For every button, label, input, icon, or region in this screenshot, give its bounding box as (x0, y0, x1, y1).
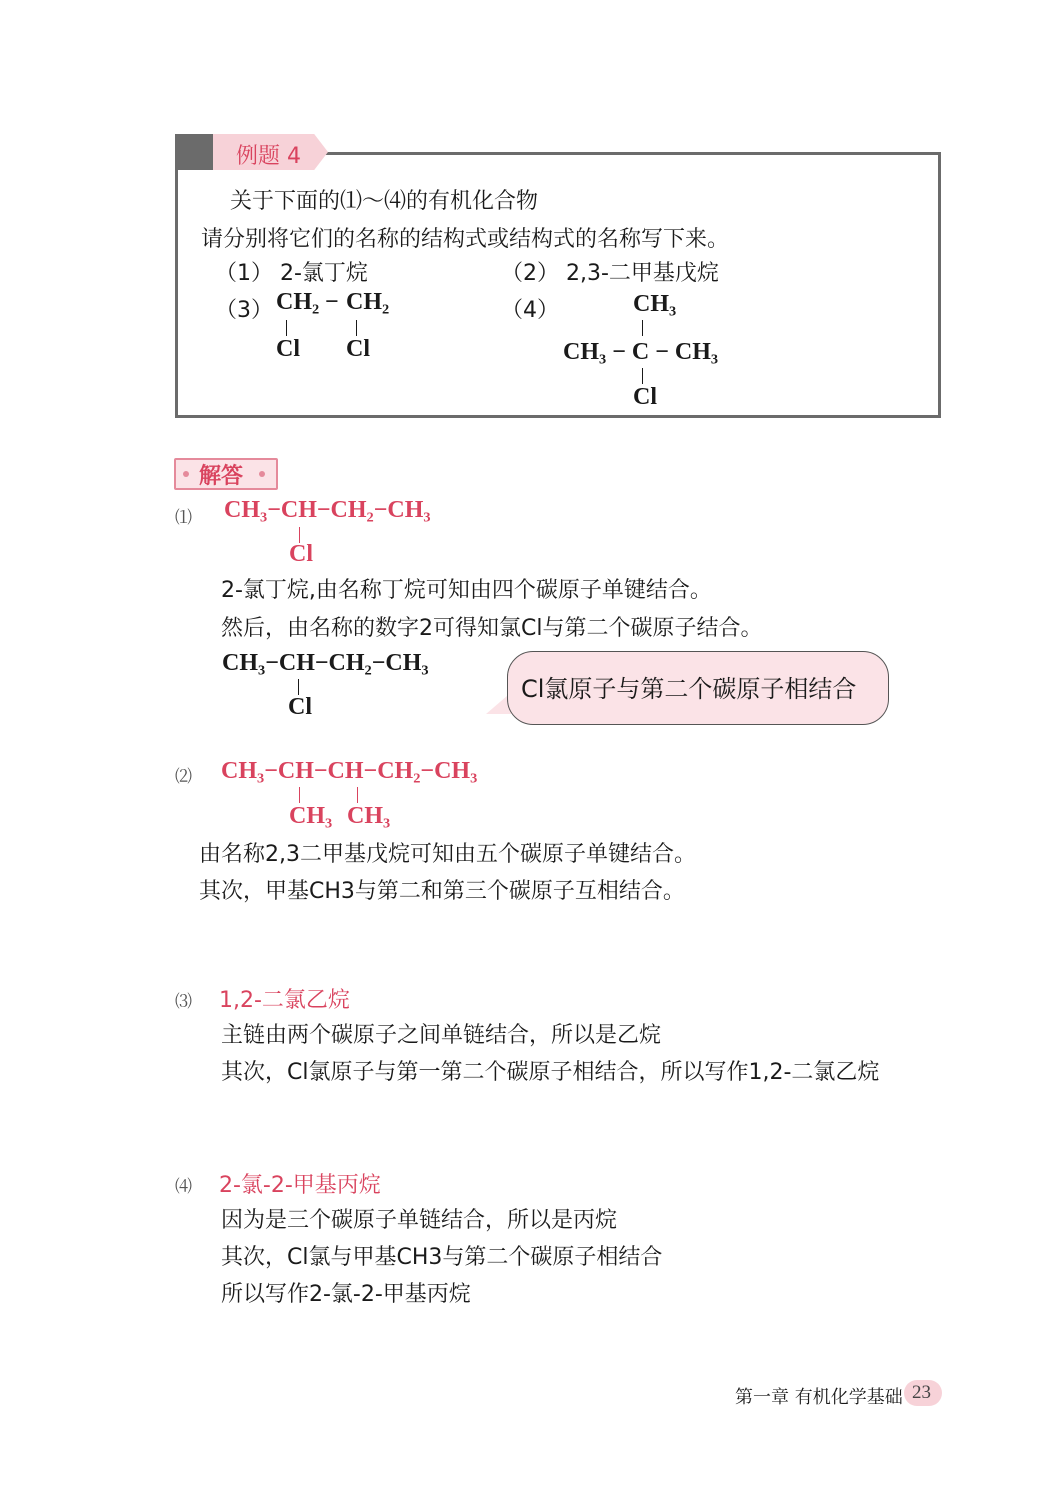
example-item-3-label: （3） (215, 298, 273, 323)
page-number: 23 (912, 1382, 931, 1403)
answer-1-text-2: 然后，由名称的数字2可得知氯Cl与第二个碳原子结合。 (221, 616, 763, 641)
answer-2-bond-2 (357, 787, 358, 803)
s3-right-group: CH₂ (346, 289, 390, 315)
answer-1-formula: CH₃−CH−CH₂−CH₃ (224, 497, 431, 523)
s3-bond-1 (286, 320, 287, 336)
s3-bond-2 (356, 320, 357, 336)
answer-tag-label: 解答 (199, 464, 244, 489)
example-tab-label: 例题 4 (236, 144, 301, 169)
answer-2-bond-1 (299, 787, 300, 803)
example-tab-marker (175, 134, 217, 170)
example-item-4-label: （4） (501, 298, 559, 323)
s3-left-group: CH₂ (276, 289, 320, 315)
answer-4-text-1: 因为是三个碳原子单链结合，所以是丙烷 (221, 1208, 618, 1233)
answer-1-formula-2-bond (298, 679, 299, 695)
footer-chapter: 第一章 有机化学基础 (735, 1387, 903, 1408)
example-item-2: （2） 2,3-二甲基戊烷 (501, 261, 719, 286)
answer-2-sub-1: CH₃ (289, 803, 333, 829)
answer-2-sub-2: CH₃ (347, 803, 391, 829)
answer-4-text-2: 其次，Cl氯与甲基CH3与第二个碳原子相结合 (221, 1245, 663, 1270)
answer-tag-dot-right (259, 471, 265, 477)
answer-4-number: ⑷ (175, 1177, 192, 1197)
answer-4-name: 2-氯-2-甲基丙烷 (219, 1173, 381, 1198)
example-line-1: 关于下面的⑴～⑷的有机化合物 (230, 189, 539, 214)
s3-cl-1: Cl (276, 336, 300, 362)
answer-1-number: ⑴ (175, 508, 192, 528)
answer-3-text-1: 主链由两个碳原子之间单链结合，所以是乙烷 (221, 1023, 662, 1048)
answer-1-formula-sub: Cl (289, 541, 313, 567)
s4-bond-top (642, 320, 643, 336)
s4-top-group: CH₃ (633, 291, 677, 317)
s4-middle-chain: CH₃ − C − CH₃ (563, 339, 719, 365)
answer-3-number: ⑶ (175, 992, 192, 1012)
s3-cl-2: Cl (346, 336, 370, 362)
answer-2-text-2: 其次，甲基CH3与第二和第三个碳原子互相结合。 (199, 879, 685, 904)
answer-3-name: 1,2-二氯乙烷 (219, 988, 350, 1013)
answer-3-text-2: 其次，Cl氯原子与第一第二个碳原子相结合，所以写作1,2-二氯乙烷 (221, 1060, 880, 1085)
s4-bottom-group: Cl (633, 384, 657, 410)
answer-2-number: ⑵ (175, 767, 192, 787)
answer-1-text-1: 2-氯丁烷,由名称丁烷可知由四个碳原子单键结合。 (221, 578, 712, 603)
answer-tag-dot-left (183, 471, 189, 477)
callout-bubble-text: Cl氯原子与第二个碳原子相结合 (521, 675, 857, 703)
s4-bond-bottom (642, 368, 643, 384)
answer-1-formula-2: CH₃−CH−CH₂−CH₃ (222, 650, 429, 676)
s3-bond: − (325, 289, 339, 315)
answer-2-formula: CH₃−CH−CH−CH₂−CH₃ (221, 758, 478, 784)
example-line-2: 请分别将它们的名称的结构式或结构式的名称写下来。 (201, 227, 730, 252)
answer-2-text-1: 由名称2,3二甲基戊烷可知由五个碳原子单键结合。 (199, 842, 696, 867)
example-item-1: （1） 2-氯丁烷 (215, 261, 368, 286)
answer-4-text-3: 所以写作2-氯-2-甲基丙烷 (221, 1282, 471, 1307)
answer-1-formula-2-sub: Cl (288, 694, 312, 720)
